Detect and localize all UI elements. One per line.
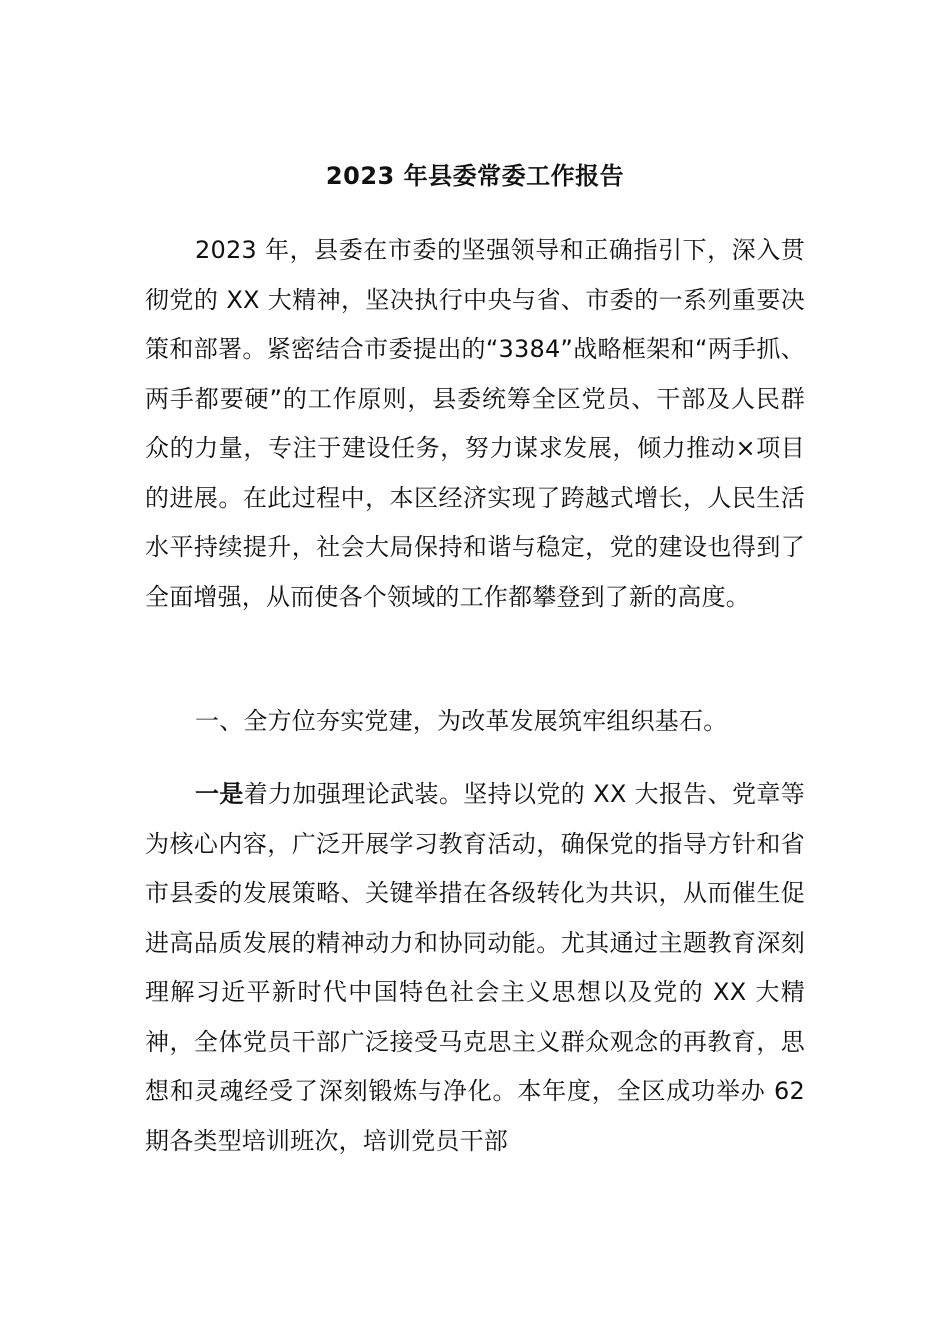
body-paragraph [145, 770, 805, 1166]
section-heading-text: 一、全方位夯实党建，为改革发展筑牢组织基石。 [195, 707, 728, 735]
intro-paragraph [145, 226, 805, 622]
paragraph-lead: 一是 [195, 780, 244, 808]
section-heading [145, 697, 805, 747]
paragraph-text: 着力加强理论武装。坚持以党的 XX 大报告、党章等为核心内容，广泛开展学习教育活动，确保党的指导方针和省市县委的发展策略、关键举措在各级转化为共识，从而催生促进高品质发展的精神动力和协同动能。尤其通过主题教育深刻理解习近平新时代中国特色社会主义思想以及党的 XX 大精神，全体党员干部广泛接受马克思主义群众观念的再教育，思想和灵魂经受了深刻锻炼与净化。本年度，全区成功举办 62 期各类型培训班次，培训党员干部 [145, 780, 806, 1155]
document-title: 2023 年县委常委工作报告 [325, 162, 625, 190]
paragraph-text: 2023 年，县委在市委的坚强领导和正确指引下，深入贯彻党的 XX 大精神，坚决执行中央与省、市委的一系列重要决策和部署。紧密结合市委提出的“3384”战略框架和“两手抓、两手都要硬”的工作原则，县委统筹全区党员、干部及人民群众的力量，专注于建设任务，努力谋求发展，倾力推动×项目的进展。在此过程中，本区经济实现了跨越式增长，人民生活水平持续提升，社会大局保持和谐与稳定，党的建设也得到了全面增强，从而使各个领域的工作都攀登到了新的高度。 [145, 236, 805, 611]
